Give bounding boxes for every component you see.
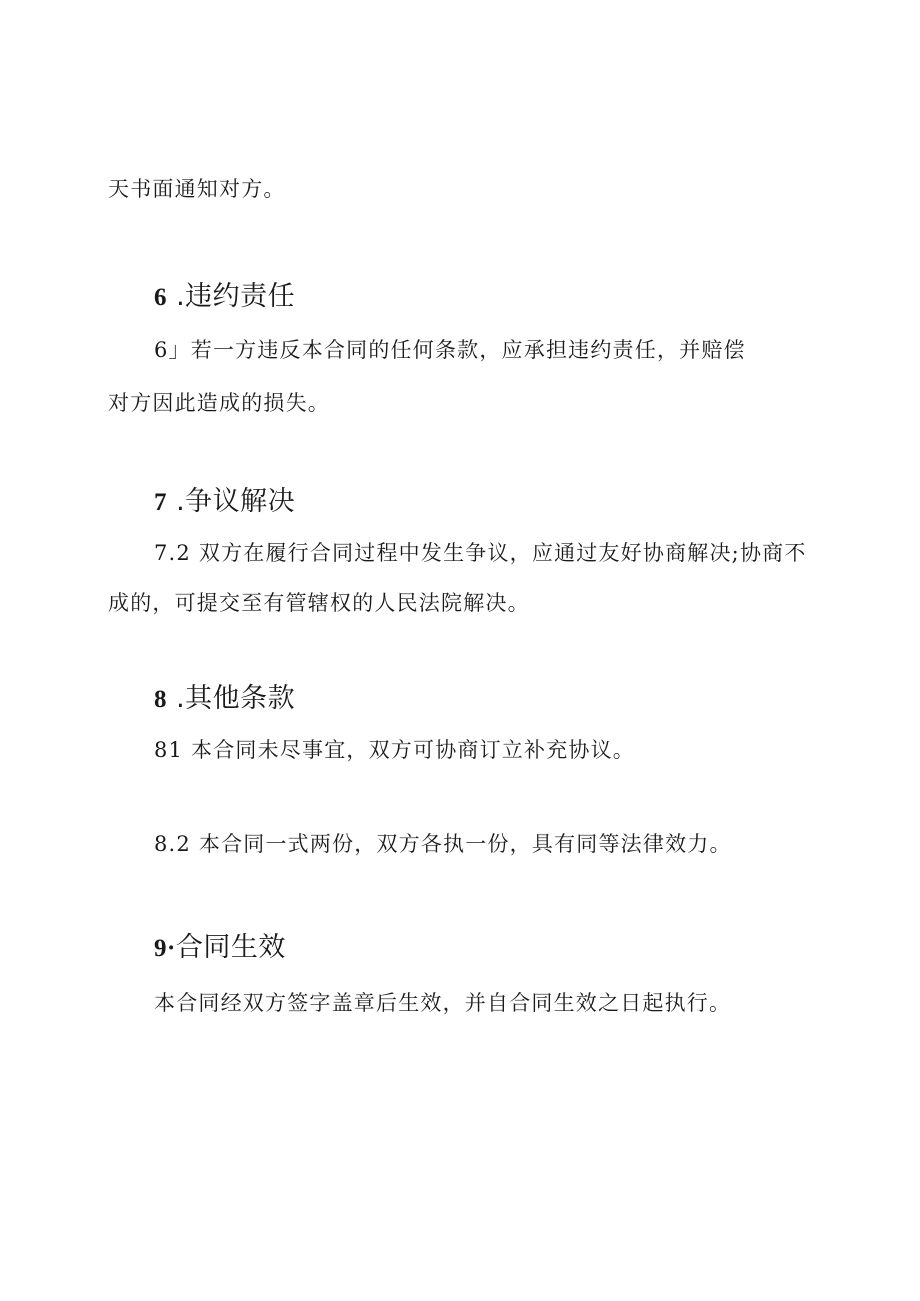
clause-8-1: 81 本合同未尽事宜，双方可协商订立补充协议。 bbox=[154, 738, 635, 762]
section-8-number: 8 bbox=[154, 686, 167, 713]
section-7-heading bbox=[154, 488, 295, 515]
section-9-heading bbox=[154, 934, 286, 961]
section-7-title: .争议解决 bbox=[167, 486, 296, 517]
section-6-heading bbox=[154, 283, 295, 310]
clause-8-2: 8.2 本合同一式两份，双方各执一份，具有同等法律效力。 bbox=[154, 832, 732, 856]
clause-6-1-line-1: 6」若一方违反本合同的任何条款，应承担违约责任，并赔偿 bbox=[154, 338, 746, 362]
section-6-number: 6 bbox=[154, 284, 167, 311]
clause-7-2-line-1: 7.2 双方在履行合同过程中发生争议，应通过友好协商解决;协商不 bbox=[154, 541, 807, 565]
section-9-title: 合同生效 bbox=[175, 932, 286, 963]
section-8-heading bbox=[154, 685, 295, 712]
section-9-body: 本合同经双方签字盖章后生效，并自合同生效之日起执行。 bbox=[154, 991, 732, 1015]
section-9-number: 9· bbox=[154, 935, 176, 962]
clause-6-1-line-2: 对方因此造成的损失。 bbox=[108, 391, 330, 415]
section-7-number: 7 bbox=[154, 489, 167, 516]
clause-7-2-line-2: 成的，可提交至有管辖权的人民法院解决。 bbox=[108, 591, 530, 615]
section-6-title: .违约责任 bbox=[167, 281, 296, 312]
continuation-text: 天书面通知对方。 bbox=[108, 177, 286, 201]
section-8-title: .其他条款 bbox=[167, 683, 296, 714]
